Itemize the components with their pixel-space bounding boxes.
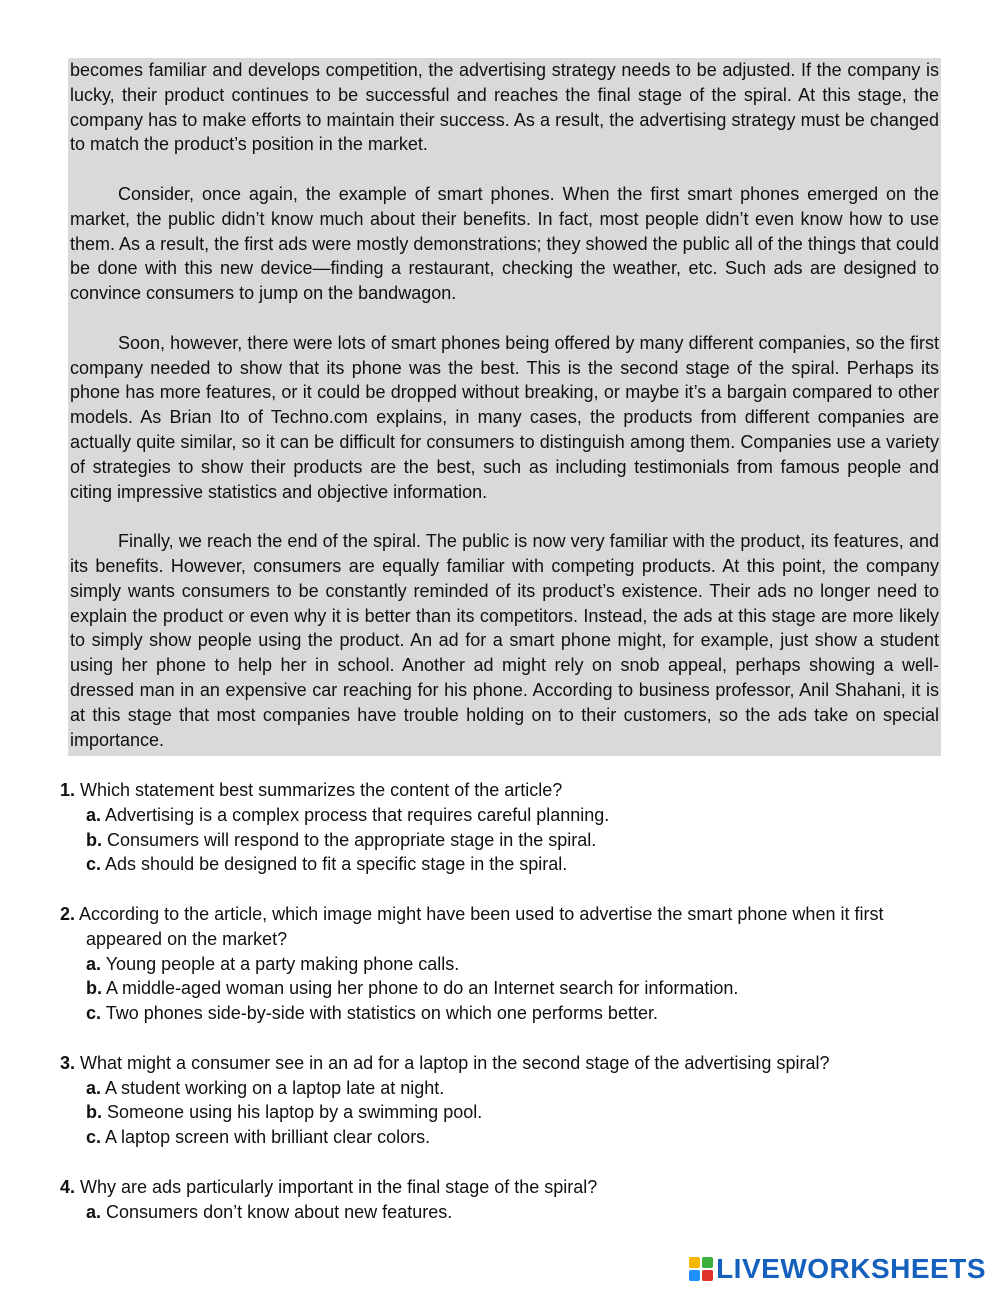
answer-option-a[interactable] bbox=[60, 1076, 942, 1101]
option-text: Two phones side-by-side with statistics on which one performs better. bbox=[105, 1003, 658, 1024]
question-stem bbox=[60, 1175, 942, 1200]
option-text: A laptop screen with brilliant clear colors. bbox=[105, 1127, 431, 1148]
article-paragraph-4: Finally, we reach the end of the spiral. The public is now very familiar with the product, its features, and its benefits. However, consumers are equally familiar with competing products. At this point, the company simply wants consumers to be constantly reminded of its product’s existence. Their ads no longer need to explain the product or even why it is better than its competitors. Instead, the ads at this stage are more likely to simply show people using the product. An ad for a smart phone might, for example, just show a student using her phone to help her in school. Another ad might rely on snob appeal, perhaps showing a well-dressed man in an expensive car reaching for his phone. According to business professor, Anil Shahani, it is at this stage that most companies have trouble holding on to their customers, so the ads take on special importance. bbox=[70, 531, 939, 750]
option-letter: a. bbox=[86, 953, 102, 974]
option-letter: b. bbox=[86, 1102, 102, 1123]
option-letter: a. bbox=[86, 804, 102, 825]
question-text: According to the article, which image might have been used to advertise the smart phone when it first appeared on the market? bbox=[79, 903, 884, 949]
answer-option-a[interactable] bbox=[60, 952, 942, 977]
option-letter: c. bbox=[86, 1127, 102, 1148]
option-letter: b. bbox=[86, 829, 102, 850]
option-letter: c. bbox=[86, 1003, 102, 1024]
option-text: Consumers will respond to the appropriate stage in the spiral. bbox=[107, 829, 597, 850]
option-text: Advertising is a complex process that requires careful planning. bbox=[105, 804, 610, 825]
question-stem bbox=[60, 778, 942, 803]
article-paragraph-1: becomes familiar and develops competition, the advertising strategy needs to be adjusted. If the company is lucky, their product continues to be successful and reaches the final stage of the spiral. At this stage, the company has to make efforts to maintain their success. As a result, the advertising strategy must be changed to match the product’s position in the market. bbox=[70, 60, 939, 155]
option-text: Ads should be designed to fit a specific stage in the spiral. bbox=[105, 854, 568, 875]
answer-option-b[interactable] bbox=[60, 976, 942, 1001]
option-text: Consumers don’t know about new features. bbox=[106, 1201, 453, 1222]
liveworksheets-logo-icon bbox=[689, 1257, 713, 1281]
question-2 bbox=[60, 902, 942, 1026]
answer-option-a[interactable] bbox=[60, 803, 942, 828]
answer-option-c[interactable] bbox=[60, 1001, 942, 1026]
answer-option-c[interactable] bbox=[60, 852, 942, 877]
question-3 bbox=[60, 1051, 942, 1150]
question-number: 3. bbox=[60, 1052, 76, 1073]
question-1 bbox=[60, 778, 942, 877]
question-text: What might a consumer see in an ad for a laptop in the second stage of the advertising spiral? bbox=[80, 1052, 830, 1073]
question-stem bbox=[60, 902, 942, 952]
option-text: Someone using his laptop by a swimming pool. bbox=[107, 1102, 483, 1123]
article-paragraph-3: Soon, however, there were lots of smart phones being offered by many different companies, so the first company needed to show that its phone was the best. This is the second stage of the spiral. Perhaps its phone has more features, or it could be dropped without breaking, or maybe it’s a bargain compared to other models. As Brian Ito of Techno.com explains, in many cases, the products from different companies are actually quite similar, so it can be difficult for consumers to distinguish among them. Companies use a variety of strategies to show their products are the best, such as including testimonials from famous people and citing impressive statistics and objective information. bbox=[70, 332, 939, 502]
option-text: A student working on a laptop late at night. bbox=[105, 1077, 445, 1098]
question-number: 1. bbox=[60, 780, 76, 800]
article-paragraph-2: Consider, once again, the example of smart phones. When the first smart phones emerged on the market, the public didn’t know much about their benefits. In fact, most people didn’t even know how to use them. As a result, the first ads were mostly demonstrations; they showed the public all of the things that could be done with this new device—finding a restaurant, checking the weather, etc. Such ads are designed to convince consumers to jump on the bandwagon. bbox=[70, 183, 939, 304]
article-passage bbox=[68, 58, 941, 756]
option-text: Young people at a party making phone calls. bbox=[105, 953, 460, 974]
logo-wordmark: LIVEWORKSHEETS bbox=[716, 1253, 986, 1284]
option-letter: b. bbox=[86, 978, 102, 999]
question-number: 2. bbox=[60, 903, 76, 924]
question-text: Why are ads particularly important in the final stage of the spiral? bbox=[80, 1176, 598, 1197]
option-letter: a. bbox=[86, 1077, 102, 1098]
option-letter: c. bbox=[86, 854, 102, 875]
question-number: 4. bbox=[60, 1176, 76, 1197]
option-text: A middle-aged woman using her phone to do an Internet search for information. bbox=[106, 978, 739, 999]
option-letter: a. bbox=[86, 1201, 102, 1222]
question-4 bbox=[60, 1175, 942, 1225]
liveworksheets-logo bbox=[689, 1252, 986, 1286]
question-text: Which statement best summarizes the content of the article? bbox=[80, 780, 563, 800]
answer-option-a[interactable] bbox=[60, 1200, 942, 1225]
question-stem bbox=[60, 1051, 942, 1076]
answer-option-b[interactable] bbox=[60, 1100, 942, 1125]
question-list bbox=[60, 778, 942, 1249]
answer-option-c[interactable] bbox=[60, 1125, 942, 1150]
answer-option-b[interactable] bbox=[60, 828, 942, 853]
